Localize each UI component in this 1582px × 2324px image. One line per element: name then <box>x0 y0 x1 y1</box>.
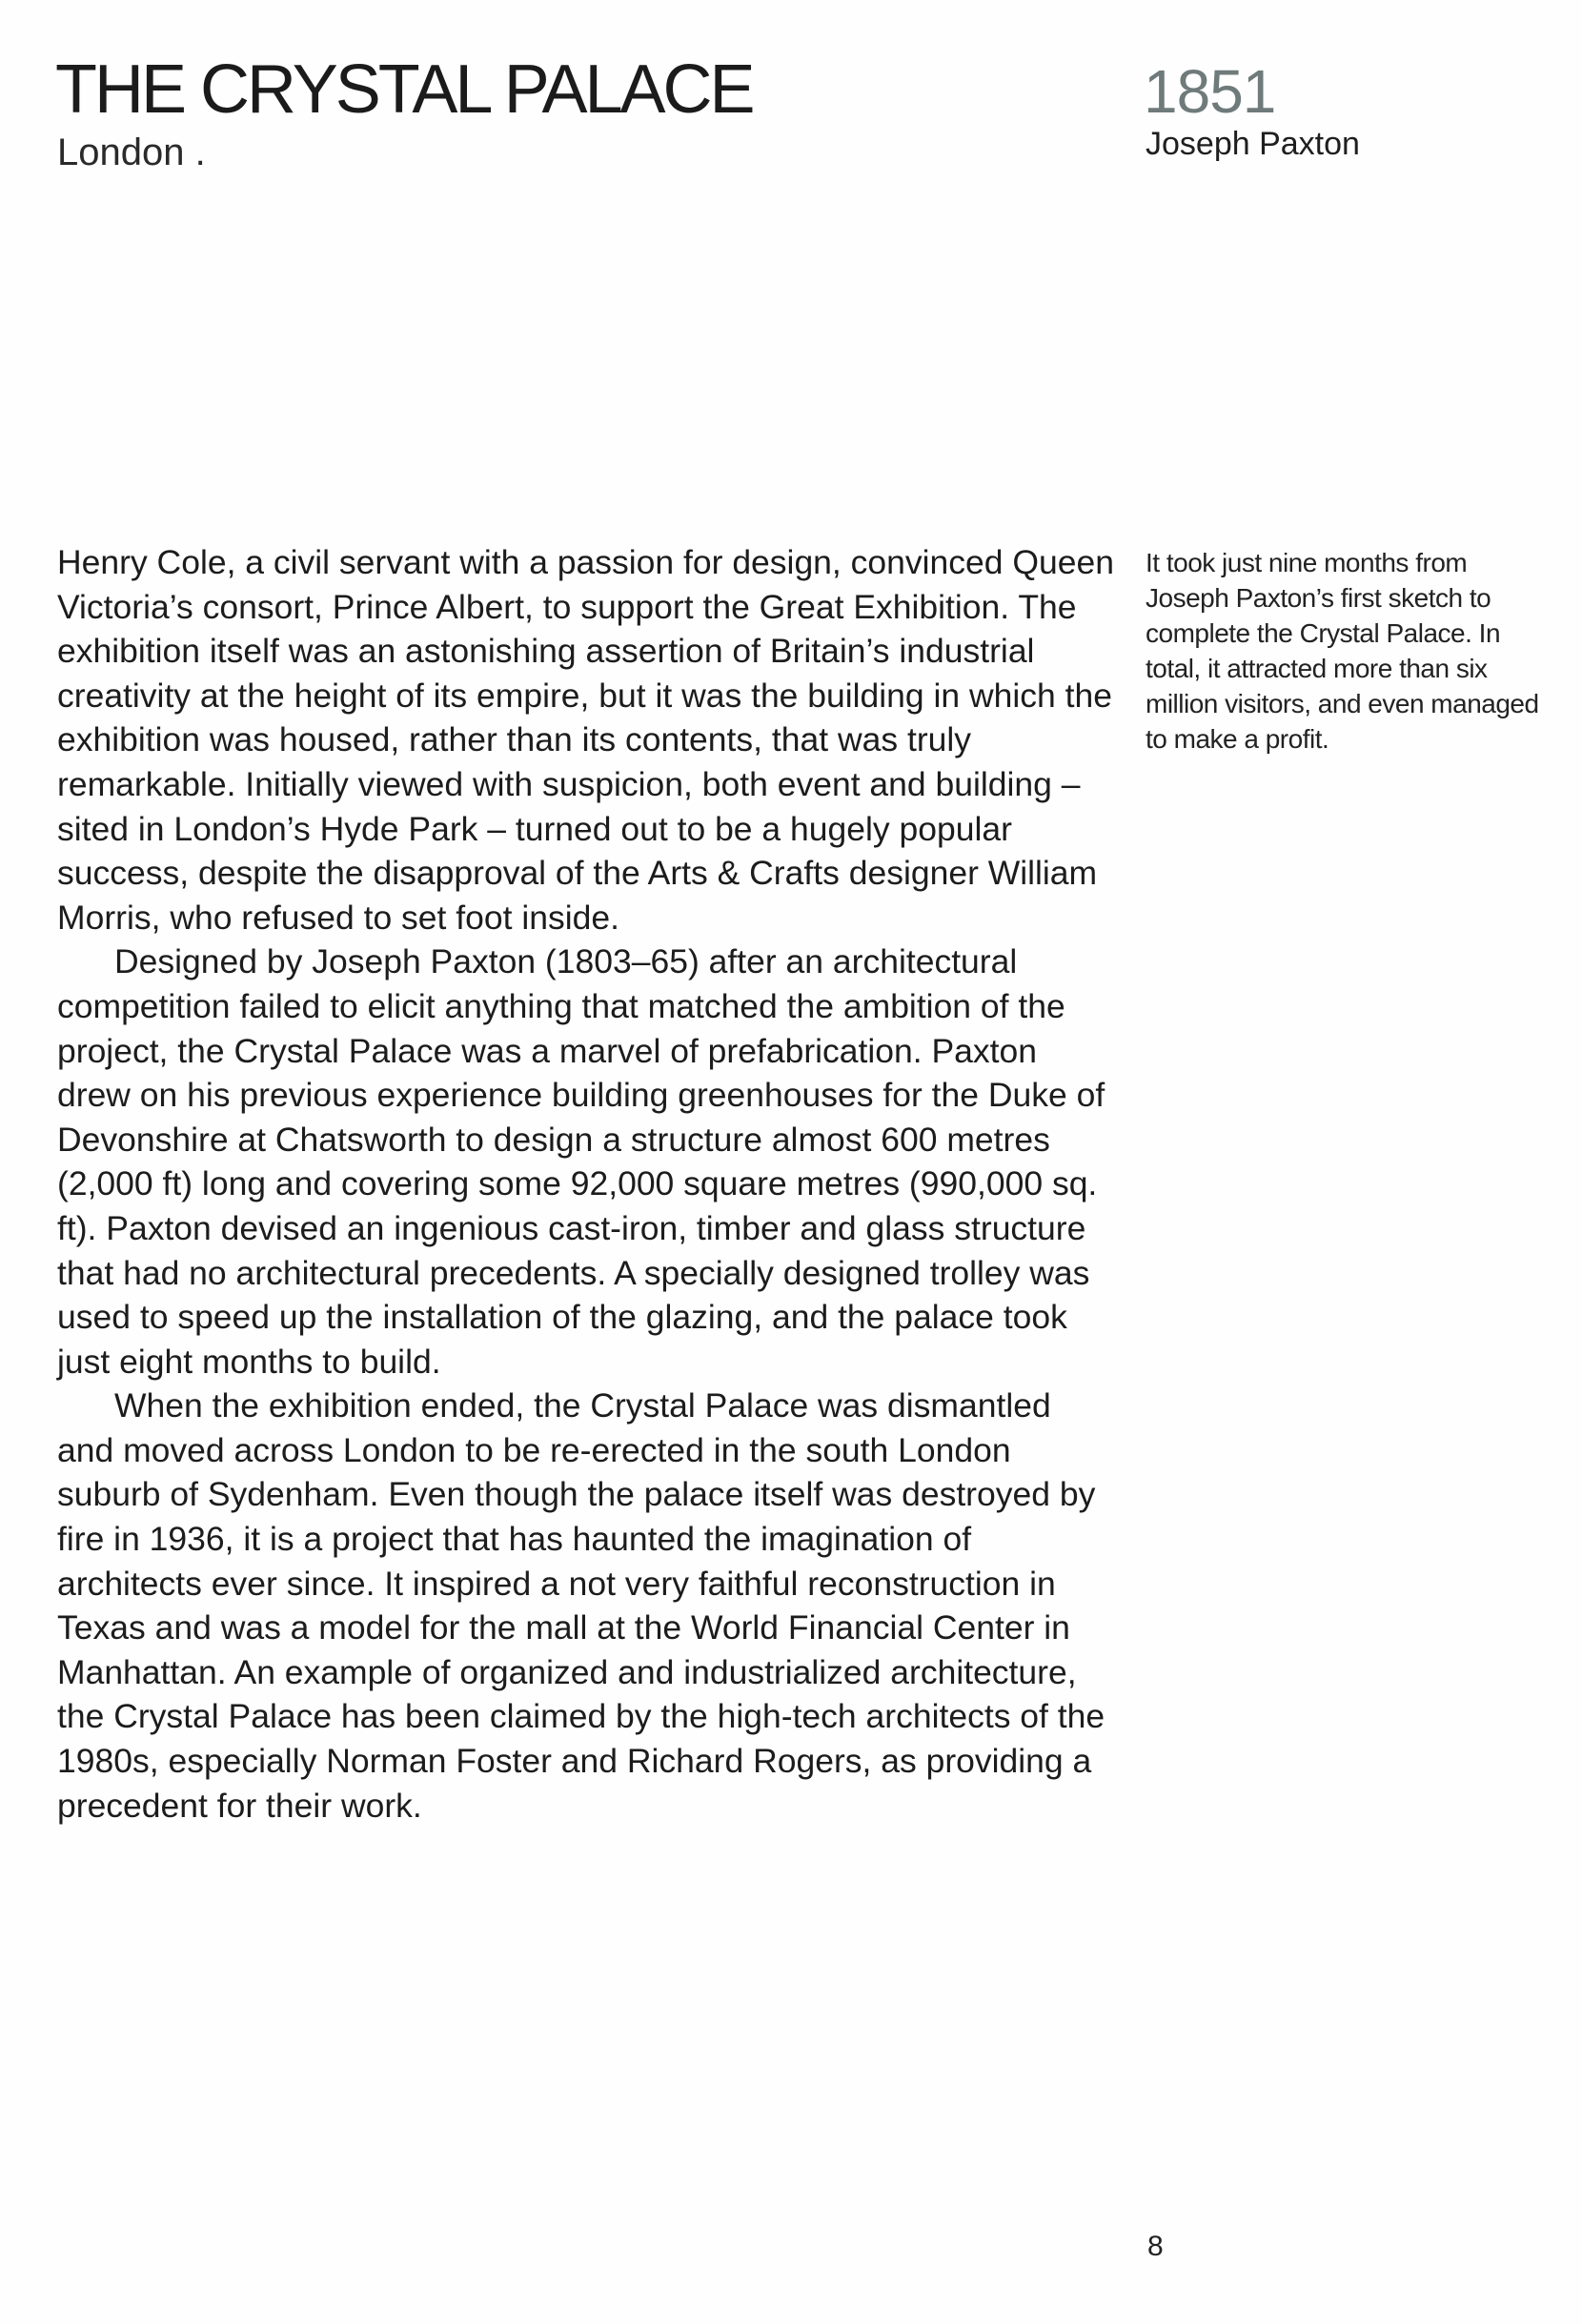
body-paragraph-1: Henry Cole, a civil servant with a passion for design, convinced Queen Victoria’s consort, Prince Albert, to support the Great Exhibition. The exhibition itself was an astonishing assertion of Britain’s industrial creativity at the height of its empire, but it was the building in which the exhibition was housed, rather than its contents, that was truly remarkable. Initially viewed with suspicion, both event and building – sited in London’s Hyde Park – turned out to be a hugely popular success, despite the disapproval of the Arts & Crafts designer William Morris, who refused to set foot inside. <box>57 543 1114 937</box>
page-title: THE CRYSTAL PALACE <box>55 51 753 128</box>
year-label: 1851 <box>1144 57 1276 126</box>
body-paragraph-2: Designed by Joseph Paxton (1803–65) after an architectural competition failed to elicit anything that matched the ambition of the project, the Crystal Palace was a marvel of prefabrication. Paxton drew on his previous experience building greenhouses for the Duke of Devonshire at Chatsworth to design a structure almost 600 metres (2,000 ft) long and covering some 92,000 square metres (990,000 sq. ft). Paxton devised an ingenious cast-iron, timber and glass structure that had no architectural precedents. A specially designed trolley was used to speed up the installation of the glazing, and the palace took just eight months to build. <box>57 942 1105 1381</box>
main-text <box>57 540 1115 1828</box>
body-paragraph-3: When the exhibition ended, the Crystal Palace was dismantled and moved across London to be re-erected in the south London suburb of Sydenham. Even though the palace itself was destroyed by fire in 1936, it is a project that has haunted the imagination of architects ever since. It inspired a not very faithful reconstruction in Texas and was a model for the mall at the World Financial Center in Manhattan. An example of organized and industrialized architecture, the Crystal Palace has been claimed by the high-tech architects of the 1980s, especially Norman Foster and Richard Rogers, as providing a precedent for their work. <box>57 1386 1105 1825</box>
location-subtitle: London . <box>57 131 206 173</box>
architect-name: Joseph Paxton <box>1146 126 1360 162</box>
sidenote-caption: It took just nine months from Joseph Paxton’s first sketch to complete the Crystal Palace. In total, it attracted more than six million visitors, and even managed to make a profit. <box>1146 548 1539 754</box>
page-number: 8 <box>1147 2231 1164 2262</box>
